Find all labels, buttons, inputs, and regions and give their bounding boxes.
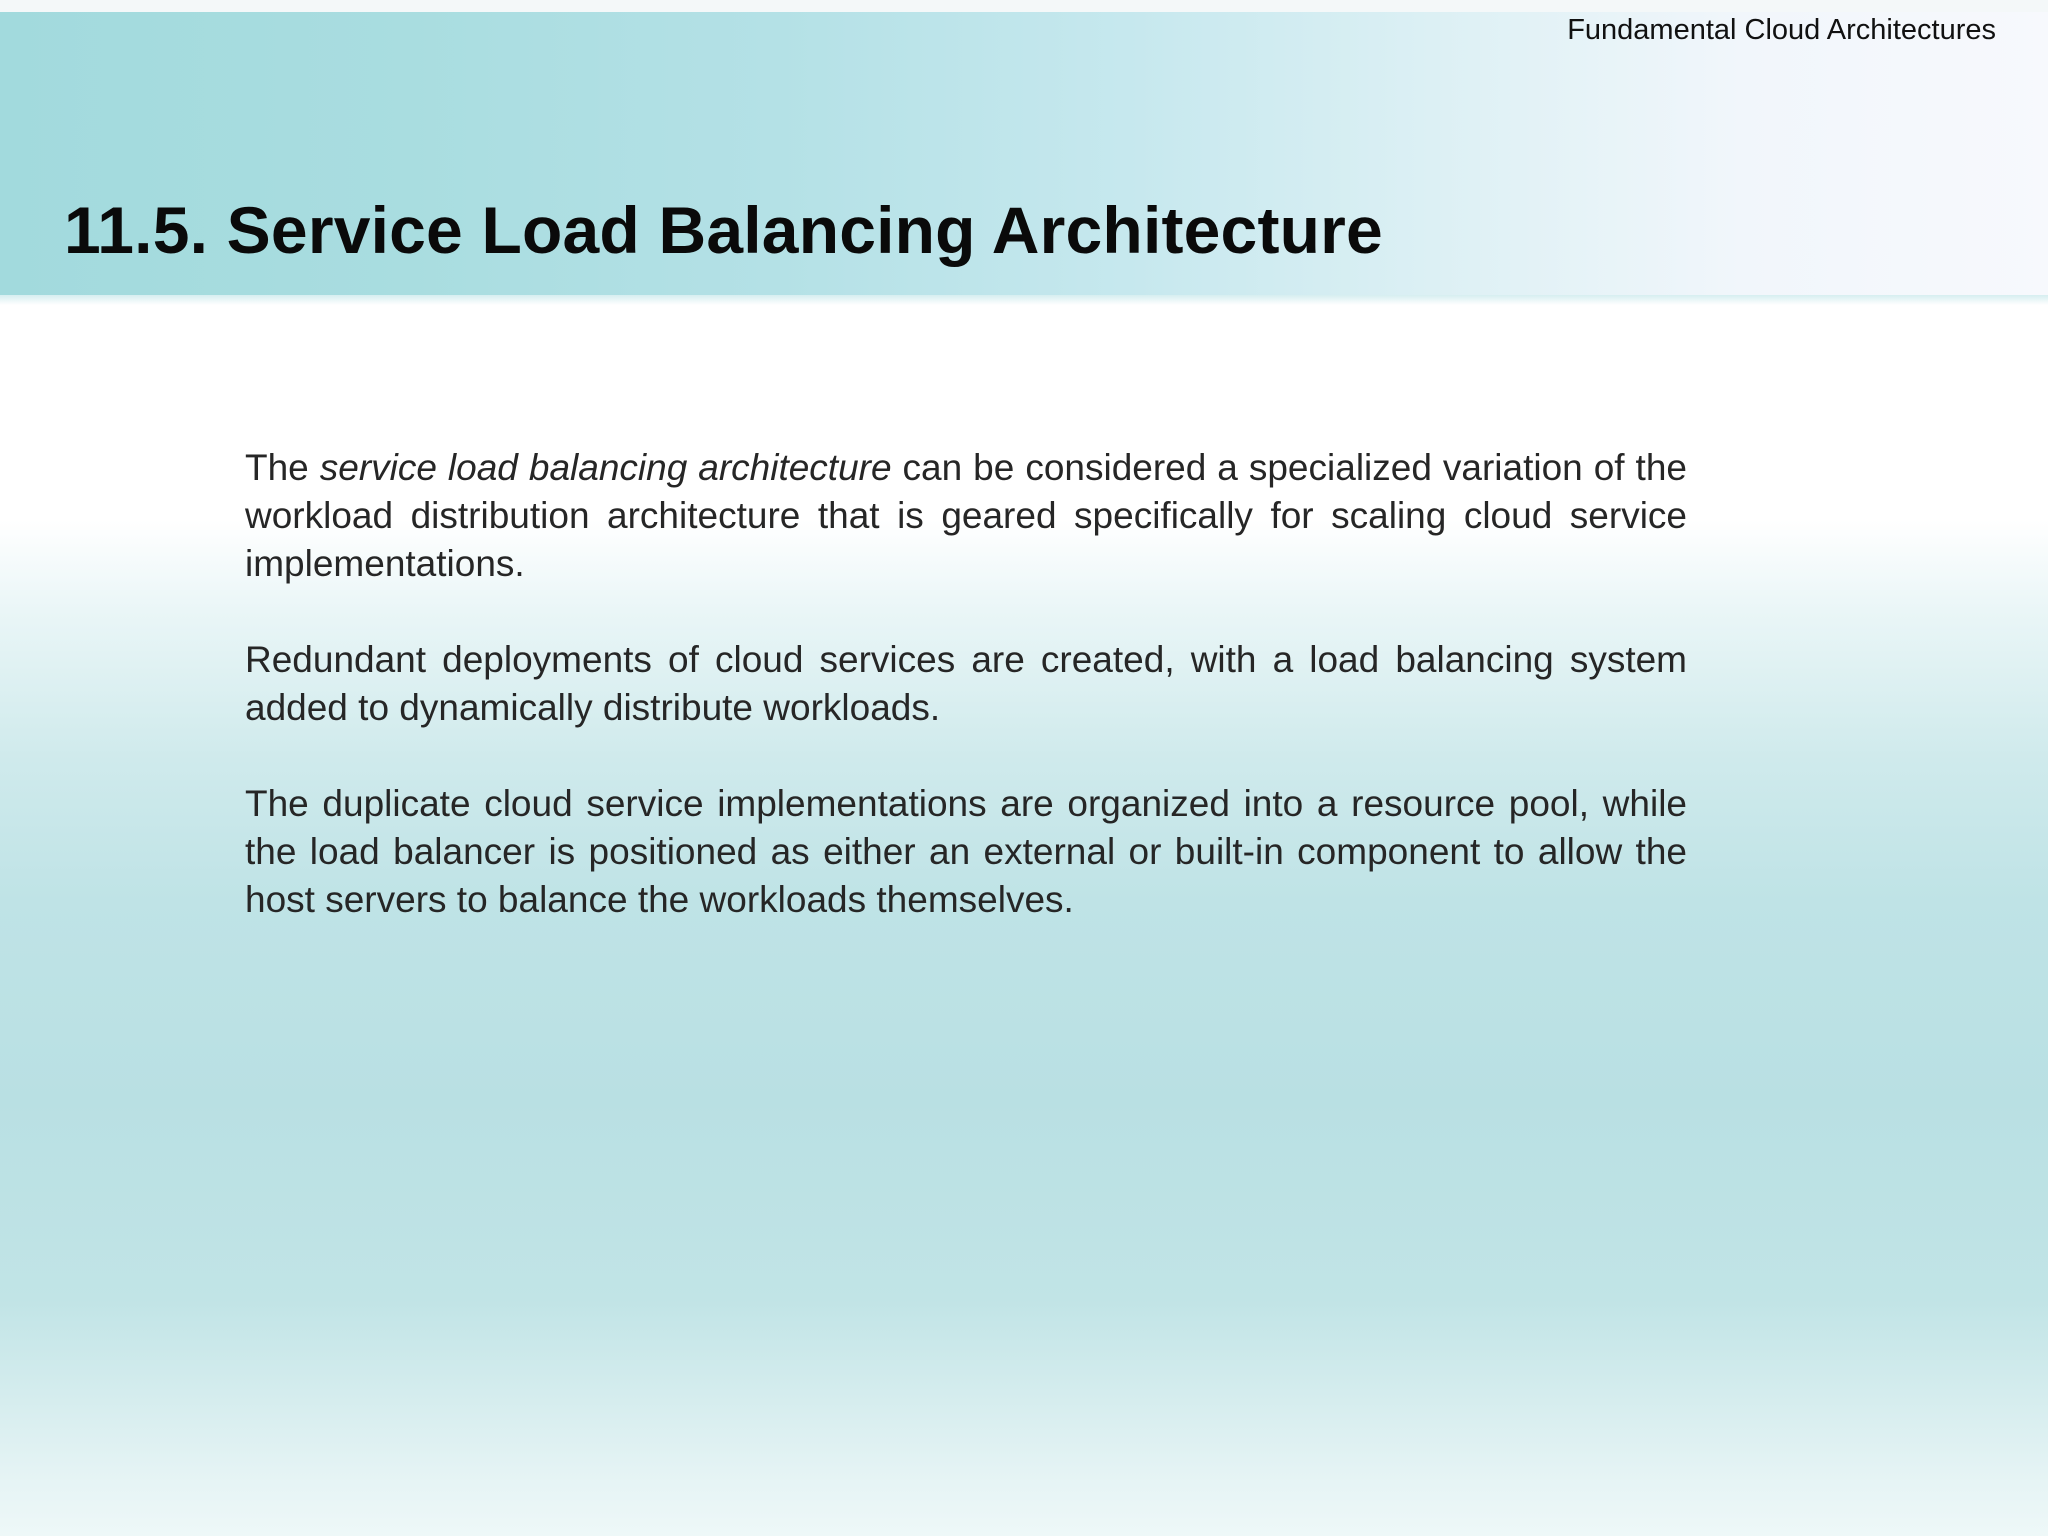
slide-body	[245, 444, 1687, 972]
paragraph-1-lead: The	[245, 447, 320, 488]
section-label: Fundamental Cloud Architectures	[1567, 14, 1996, 46]
paragraph-3: The duplicate cloud service implementations are organized into a resource pool, while the load balancer is positioned as either an external or built-in component to allow the host servers to balance the workloads themselves.	[245, 783, 1687, 920]
paragraph-1-rest: can be considered a specialized variation of the workload distribution architecture that is geared specifically for scaling cloud service implementations.	[245, 447, 1687, 584]
top-border-line	[0, 0, 2048, 12]
slide-title: 11.5. Service Load Balancing Architecture	[64, 193, 1383, 267]
paragraph-2: Redundant deployments of cloud services are created, with a load balancing system added to dynamically distribute workloads.	[245, 639, 1687, 728]
header-band-edge	[0, 295, 2048, 305]
paragraph-1-italic-term: service load balancing architecture	[319, 447, 892, 488]
paragraph-1	[245, 444, 1687, 588]
